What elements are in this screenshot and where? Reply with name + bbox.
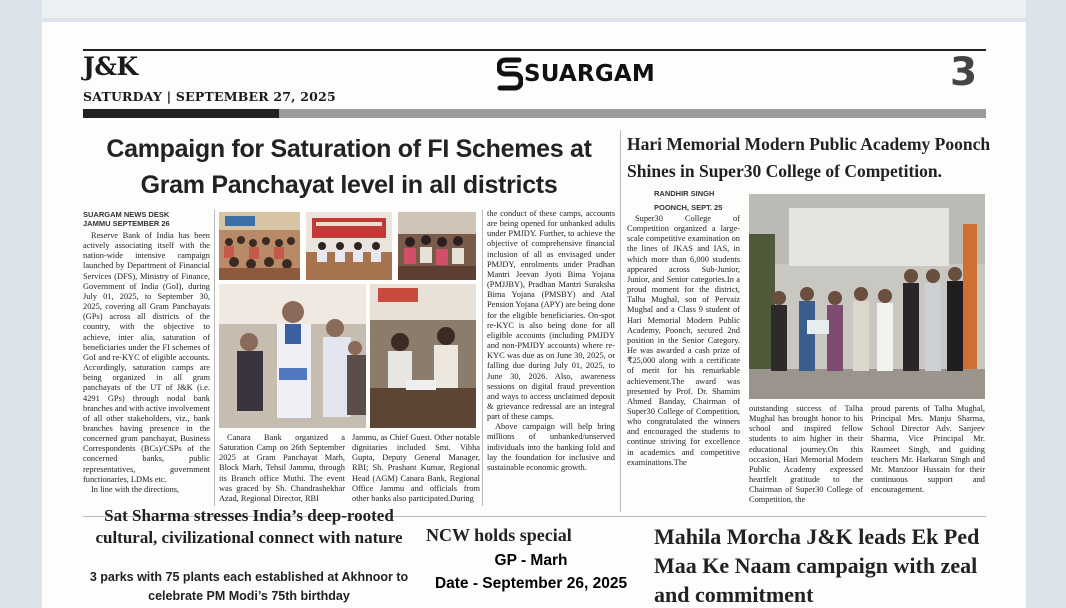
- second-paragraph: Super30 College of Competition organized a large-scale competitive examination on the lines of JKAS and IAS, in which more than 6,000 students appeared across Sub-Junior, Junior, and Senior categories.In a proud moment for the district, Talha Mughal, son of Pervaiz Mughal and a Class 9 student of Hari Memorial Modern Public Academy, Poonch, secured 2nd position in the Senior Category. He was awarded a cash prize of ₹25,000 along with a certificate of merit for his remarkable achievement.The award was presented by Prof. Dr. Shamim Ahmed Banday, Chairman of Super30 College of Competition, who congratulated the winners and encouraged the students to continue striving for excellence in academics and competitive examinations.The: [627, 214, 740, 467]
- second-author: RANDHIR SINGH: [654, 189, 715, 198]
- bottom-story-2-headline: NCW holds special: [426, 525, 572, 545]
- camp-photo-stage: [306, 212, 392, 280]
- bottom-story-3-headline: Mahila Morcha J&K leads Ek Ped Maa Ke Naam campaign with zeal and commitment: [654, 524, 980, 607]
- lead-desk: SUARGAM NEWS DESK: [83, 210, 170, 219]
- masthead-logo: [497, 56, 655, 92]
- overlay-location: GP - Marh: [494, 552, 568, 569]
- bottom-story-1-subhead: 3 parks with 75 plants each established at Akhnoor to celebrate PM Modi’s 75th birthday: [89, 570, 409, 603]
- overlay-date: Date - September 26, 2025: [434, 575, 628, 592]
- lead-column-4: [487, 209, 615, 512]
- issue-dateline: SATURDAY | SEPTEMBER 27, 2025: [83, 89, 336, 104]
- award-photo: [749, 194, 985, 399]
- second-column-2: [749, 404, 863, 512]
- suargam-logo-icon: [497, 56, 523, 92]
- brand-name: SUARGAM: [524, 61, 656, 87]
- camp-photo-stage-image: [306, 212, 392, 280]
- lead-paragraph: Above campaign will help bring millions of unbanked/unserved individuals into the banking fold and lay the foundation for inclusive and sustainable economic growth.: [487, 422, 615, 472]
- rule-accent: [83, 109, 279, 118]
- masthead-bottom-rule: [83, 109, 986, 118]
- camp-photo-crowd: [398, 212, 476, 280]
- column-divider: [482, 210, 483, 506]
- second-headline: Hari Memorial Modern Public Academy Poonch Shines in Super30 College of Competition.: [627, 134, 991, 181]
- camp-photo-counter: [370, 284, 476, 428]
- camp-photo-officials: [219, 284, 366, 428]
- camp-photo-audience-image: [219, 212, 300, 280]
- lead-column-1: [83, 231, 210, 511]
- lead-headline: Campaign for Saturation of FI Schemes at Gram Panchayat level in all districts: [106, 135, 592, 199]
- lead-paragraph: Canara Bank organized a Saturation Camp on 26th September 2025 at Gram Panchayat Marh, Block Marh, Tehsil Jammu, through its Branch office Muthi. The event was graced by Sh. Chandrashekhar Azad, Regional Director, RBI: [219, 433, 345, 503]
- masthead-top-rule: [83, 49, 986, 51]
- camp-photo-officials-image: [219, 284, 366, 428]
- column-divider: [214, 210, 215, 506]
- lead-column-2: [219, 433, 345, 513]
- lead-paragraph: Reserve Bank of India has been actively associating itself with the nation-wide intensive campaign launched by Department of Financial Services (DFS), Ministry of Finance, Government of India (GoI), during July 01, 2025, to September 30, 2025, covering all Gram Panchayats (GPs) across all districts of the country, with the objective to achieve, inter alia, saturation of beneficiaries under the FI schemes of GoI and re-KYC of eligible accounts. Accordingly, saturation camps are being organized in all gram panchayats of the UT of J&K (i.e. 4291 GPs) through nodal bank branches and with active involvement of all other stakeholders, viz., bank branches having presence in the concerned gram panchayat, Business Correspondents (BCs)/CSPs of the concerned banks, public representatives, government functionaries, LDMs etc.: [83, 231, 210, 484]
- lead-paragraph: the conduct of these camps, accounts are being opened for unbanked adults under PMJDY. Further, to achieve the objective of comprehensive financial inclusion of all as envisaged under PMJDY, enrolments under Pradhan Mantri Jeevan Jyoti Bima Yojana (PMJJBY), Pradhan Mantri Suraksha Bima Yojana (PMSBY) and Atal Pension Yojana (APY) are being done for the eligible beneficiaries. On-spot re-KYC is also being done for all eligible accounts (including PMJDY and non-PMJDY accounts) where re-KYC was due as on June 30, 2025, or falling due during July 01, 2025, to June 30, 2026. Also, awareness sessions on digital fraud prevention and ways to access unclaimed deposit & grievance redressal are an integral part of these camps.: [487, 209, 615, 422]
- lead-column-3: [352, 433, 480, 513]
- award-photo-image: [749, 194, 985, 399]
- second-column-1: [627, 214, 740, 512]
- lead-paragraph: Jammu, as Chief Guest. Other notable dignitaries included Smt. Vibha Gupta, Deputy General Manager, RBI; Sh. Prashant Kumar, Regional Head (AGM) Canara Bank, Regional Office Jammu and officials from other banks also participated.During: [352, 433, 480, 503]
- lead-dateline: JAMMU SEPTEMBER 26: [83, 219, 170, 228]
- image-caption-overlay: [422, 549, 640, 595]
- second-dateline: POONCH, SEPT. 25: [654, 203, 723, 212]
- second-paragraph: outstanding success of Talha Mughal has brought honor to his school and inspired fellow students to aim higher in their educational journey.On this occasion, Hari Memorial Modern Public Academy expressed heartfelt gratitude to the Chairman of Super30 College of Competition, the: [749, 404, 863, 505]
- second-paragraph: proud parents of Talha Mughal, Principal Mrs. Manju Sharma, School Director Adv. Sanjeev Sharma, Vice Principal Mr. Rasmeet Singh, and guiding teachers Mr. Harkaran Singh and Mr. Manzoor Hussain for their continuous support and encouragement.: [871, 404, 985, 495]
- second-column-3: [871, 404, 985, 512]
- lead-paragraph: In line with the directions,: [91, 484, 180, 494]
- section-label: J&K: [83, 52, 138, 81]
- column-divider: [620, 130, 621, 512]
- camp-photo-counter-image: [370, 284, 476, 428]
- bottom-story-1-headline: Sat Sharma stresses India’s deep-rooted cultural, civilizational connect with nature: [95, 506, 403, 547]
- camp-photo-audience: [219, 212, 300, 280]
- top-strip: [42, 0, 1026, 18]
- camp-photo-crowd-image: [398, 212, 476, 280]
- page-number: 3: [950, 50, 978, 95]
